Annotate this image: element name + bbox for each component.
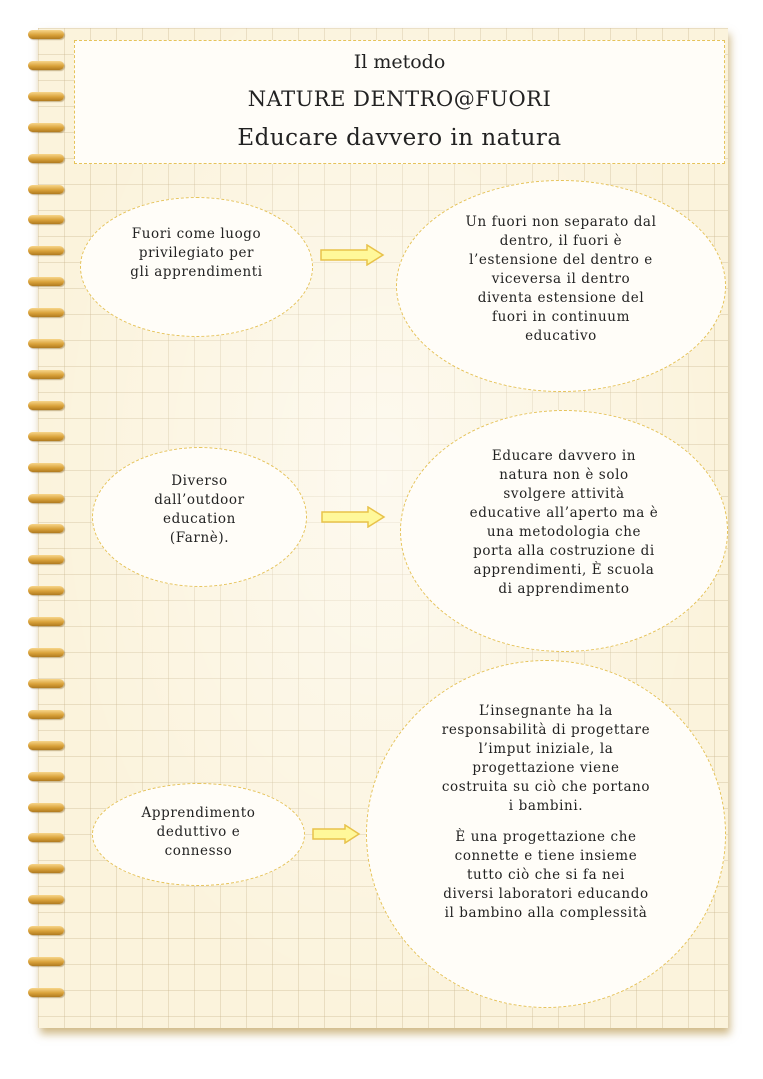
explanation-ellipse-1 — [396, 180, 726, 392]
title-line-3: Educare davvero in natura — [237, 125, 562, 151]
spiral-ring — [28, 185, 64, 194]
concept-ellipse-1 — [80, 197, 313, 337]
spiral-ring — [28, 926, 64, 935]
spiral-ring — [28, 586, 64, 595]
concept-ellipse-3 — [92, 783, 305, 886]
spiral-ring — [28, 30, 64, 39]
explanation-text-2: Educare davvero in natura non è solo svolgere attività educative all’aperto ma è una metodologia che porta alla costruzione di apprendimenti, È scuola di apprendimento — [469, 448, 659, 597]
spiral-ring — [28, 617, 64, 626]
explanation-ellipse-3 — [366, 660, 726, 1008]
spiral-ring — [28, 741, 64, 750]
spiral-ring — [28, 154, 64, 163]
spiral-ring — [28, 957, 64, 966]
spiral-ring — [28, 308, 64, 317]
arrow-right-icon — [319, 244, 385, 266]
explanation-text-1: Un fuori non separato dal dentro, il fuori è l’estensione del dentro e viceversa il dentro diventa estensione del fuori in continuum educativo — [465, 213, 657, 344]
spiral-ring — [28, 215, 64, 224]
arrow-right-icon — [320, 506, 386, 528]
spiral-ring — [28, 555, 64, 564]
spiral-ring — [28, 864, 64, 873]
spiral-ring — [28, 710, 64, 719]
spiral-ring — [28, 339, 64, 348]
explanation-paragraph-1: L’insegnante ha la responsabilità di progettare l’imput iniziale, la progettazione viene costruita su ciò che portano i bambini. — [441, 702, 651, 814]
concept-text-1: Fuori come luogo privilegiato per gli apprendimenti — [130, 225, 263, 280]
title-box — [74, 40, 725, 164]
spiral-ring — [28, 246, 64, 255]
explanation-text-3 — [442, 702, 650, 923]
explanation-ellipse-2 — [400, 410, 728, 652]
spiral-ring — [28, 524, 64, 533]
concept-text-2: Diverso dall’outdoor education (Farnè). — [154, 473, 245, 546]
spiral-binding — [28, 30, 68, 1020]
spiral-ring — [28, 803, 64, 812]
concept-ellipse-2 — [92, 447, 307, 587]
spiral-ring — [28, 895, 64, 904]
spiral-ring — [28, 432, 64, 441]
arrow-right-icon — [311, 824, 361, 844]
spiral-ring — [28, 772, 64, 781]
spiral-ring — [28, 679, 64, 688]
spiral-ring — [28, 494, 64, 503]
spiral-ring — [28, 463, 64, 472]
spiral-ring — [28, 61, 64, 70]
spiral-ring — [28, 277, 64, 286]
explanation-paragraph-2: È una progettazione che connette e tiene insieme tutto ciò che si fa nei diversi laboratori educando il bambino alla complessità — [443, 828, 649, 921]
spiral-ring — [28, 833, 64, 842]
spiral-ring — [28, 988, 64, 997]
spiral-ring — [28, 123, 64, 132]
spiral-ring — [28, 401, 64, 410]
title-line-2: NATURE DENTRO@FUORI — [247, 87, 552, 111]
spiral-ring — [28, 648, 64, 657]
title-line-1: Il metodo — [353, 51, 446, 73]
spiral-ring — [28, 370, 64, 379]
concept-text-3: Apprendimento deduttivo e connesso — [141, 805, 256, 859]
spiral-ring — [28, 92, 64, 101]
